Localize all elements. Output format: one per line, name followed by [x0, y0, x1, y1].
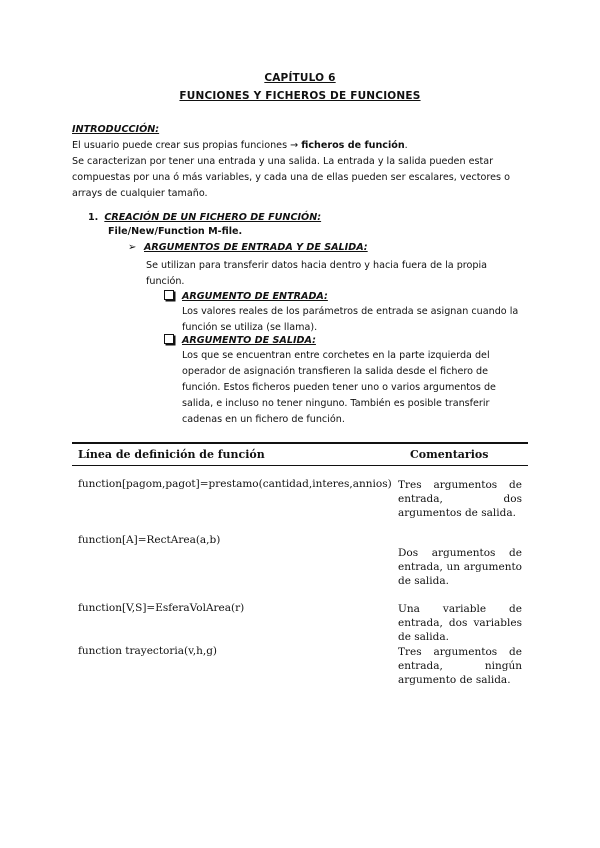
table-row-1-def: function[pagom,pagot]=prestamo(cantidad,interes,annios) [78, 478, 392, 490]
intro-line1 [72, 138, 542, 154]
checkbox-bullet-icon [164, 334, 174, 344]
args-heading: ARGUMENTOS DE ENTRADA Y DE SALIDA: [144, 242, 368, 253]
table-header-rule [72, 465, 528, 466]
args-text: Se utilizan para transferir datos hacia dentro y hacia fuera de la propia función. [146, 260, 488, 287]
intro-heading: INTRODUCCIÓN: [72, 124, 160, 135]
table-row-2-comment: Dos argumentos de entrada, un argumento de salida. [398, 547, 522, 587]
table-row-3-comment: Una variable de entrada, dos variables de salida. [398, 603, 522, 643]
table-row-4-comment: Tres argumentos de entrada, ningún argumento de salida. [398, 646, 522, 686]
arg-in-text: Los valores reales de los parámetros de entrada se asignan cuando la función se utiliza (se llama). [182, 306, 519, 333]
section1-heading-row [88, 210, 538, 226]
table-row-3-def: function[V,S]=EsferaVolArea(r) [78, 602, 245, 614]
table-row-2-def: function[A]=RectArea(a,b) [78, 534, 221, 546]
menu-path: File/New/Function M-file. [108, 226, 243, 237]
checkbox-bullet-icon [164, 290, 174, 300]
arg-in-bullet [164, 290, 328, 302]
section1-number: 1. [88, 212, 99, 223]
arg-out-heading: ARGUMENTO DE SALIDA: [182, 335, 316, 346]
chapter-title: CAPÍTULO 6 [264, 72, 336, 84]
chapter-subtitle: FUNCIONES Y FICHEROS DE FUNCIONES [179, 90, 421, 102]
table-top-rule [72, 442, 528, 444]
table-header-definition: Línea de definición de función [78, 448, 265, 461]
arg-out-text: Los que se encuentran entre corchetes en la parte izquierda del operador de asignación transfieren la salida desde el fichero de función. Estos ficheros pueden tener uno o varios argumentos de salida, e incluso no tener ninguno. También es posible transferir cadenas en un fichero de función. [182, 350, 496, 425]
table-row-4-def: function trayectoria(v,h,g) [78, 645, 218, 657]
args-bullet [128, 242, 368, 253]
intro-section [72, 122, 542, 202]
table-row-1-comment: Tres argumentos de entrada, dos argumentos de salida. [398, 479, 522, 519]
intro-line1-post: . [404, 140, 408, 151]
arrow-bullet-icon: ➢ [128, 242, 137, 253]
arg-in-heading: ARGUMENTO DE ENTRADA: [182, 291, 328, 302]
intro-line1-bold: ficheros de función [301, 140, 405, 151]
intro-paragraph: Se caracterizan por tener una entrada y una salida. La entrada y la salida pueden estar compuestas por una ó más variables, y cada una de ellas pueden ser escalares, vectores o arrays de cualquier tamaño. [72, 156, 510, 199]
arg-out-bullet [164, 334, 316, 346]
table-header-comments: Comentarios [410, 448, 489, 461]
intro-line1-pre: El usuario puede crear sus propias funciones → [72, 140, 302, 151]
section1-heading: CREACIÓN DE UN FICHERO DE FUNCIÓN: [104, 212, 322, 223]
